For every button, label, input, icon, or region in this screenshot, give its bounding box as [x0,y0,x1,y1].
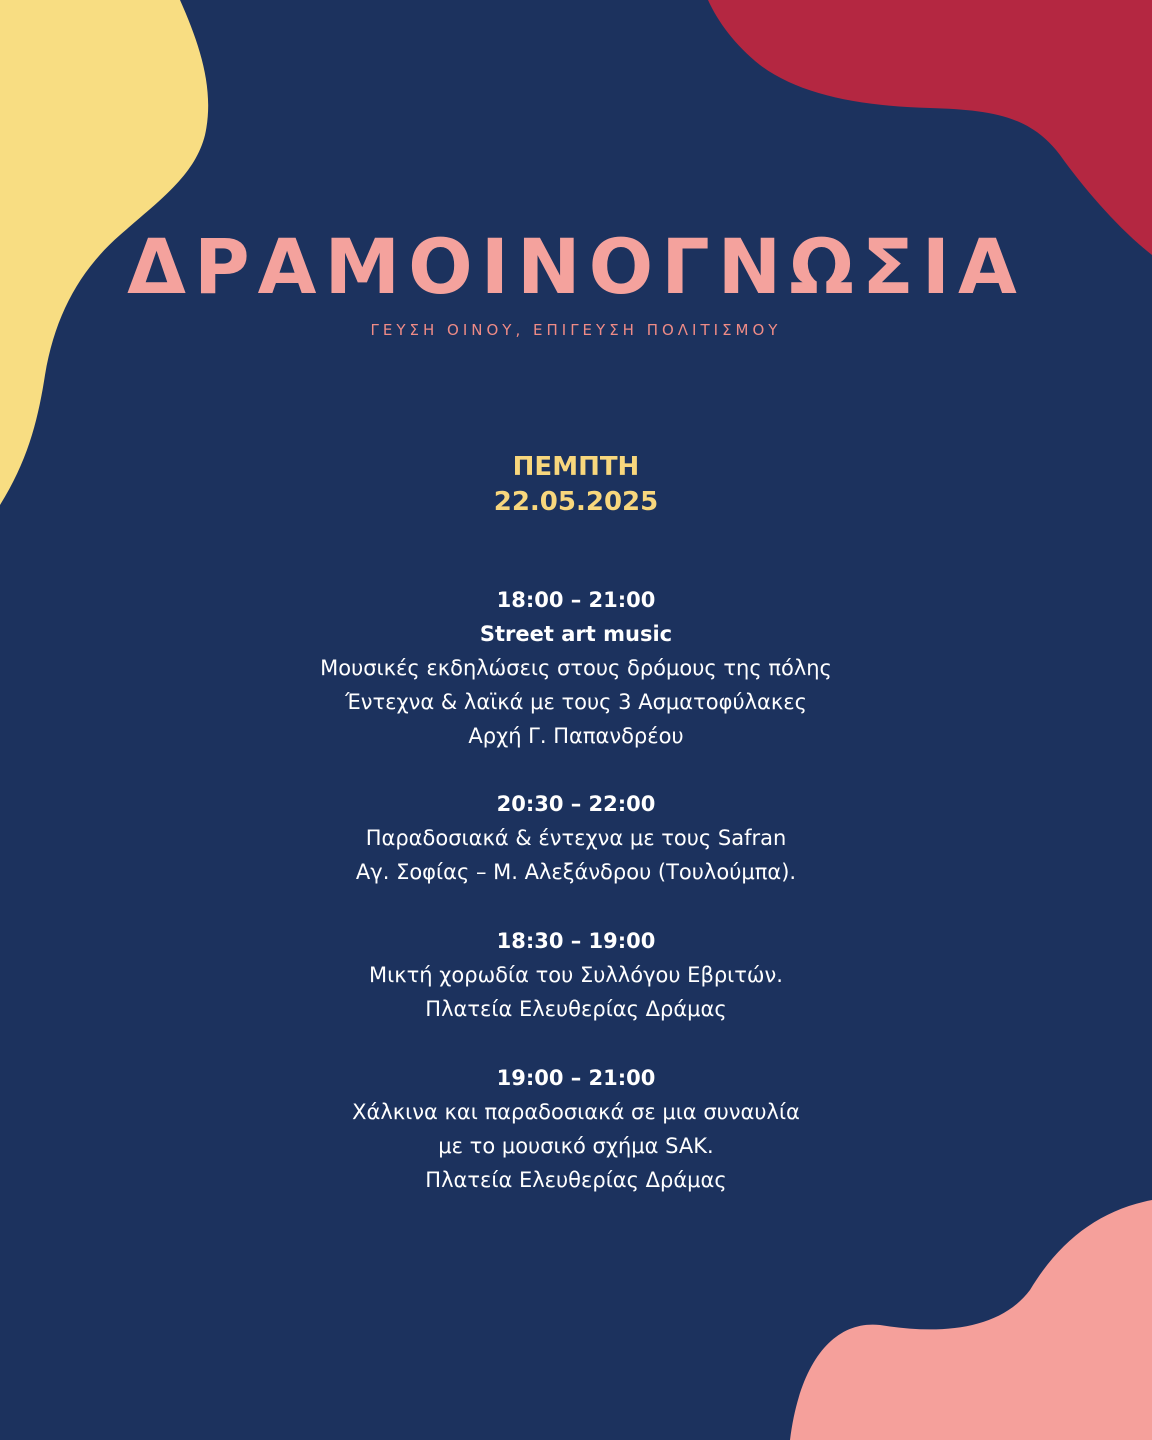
event-time: 20:30 – 22:00 [496,792,656,816]
event-description: Μουσικές εκδηλώσεις στους δρόμους της πόλης [320,656,832,680]
event-description: Έντεχνα & λαϊκά με τους 3 Ασματοφύλακες [345,690,807,714]
event-time: 18:00 – 21:00 [496,588,656,612]
event-heading: Street art music [479,622,673,646]
event-description: Χάλκινα και παραδοσιακά σε μια συναυλία [352,1100,800,1124]
page-subtitle: ΓΕΥΣΗ ΟΙΝΟΥ, ΕΠΙΓΕΥΣΗ ΠΟΛΙΤΙΣΜΟΥ [370,321,782,339]
event-description: με το μουσικό σχήμα SAK. [438,1134,714,1158]
event-location: Αρχή Γ. Παπανδρέου [468,724,684,748]
event-location: Αγ. Σοφίας – Μ. Αλεξάνδρου (Τουλούμπα). [355,860,797,884]
day-name: ΠΕΜΠΤΗ [512,452,640,482]
event-item [0,1061,1152,1197]
page-title: ΔΡΑΜΟΙΝΟΓΝΩΣΙΑ [127,222,1025,311]
event-time: 18:30 – 19:00 [496,929,656,953]
event-location: Πλατεία Ελευθερίας Δράμας [425,997,727,1021]
event-location: Πλατεία Ελευθερίας Δράμας [425,1168,727,1192]
event-item [0,787,1152,889]
event-item [0,924,1152,1026]
event-item [0,583,1152,753]
event-date: 22.05.2025 [493,487,659,517]
event-description: Μικτή χορωδία του Συλλόγου Εβριτών. [369,963,783,987]
event-description: Παραδοσιακά & έντεχνα με τους Safran [365,826,787,850]
event-time: 19:00 – 21:00 [496,1066,656,1090]
